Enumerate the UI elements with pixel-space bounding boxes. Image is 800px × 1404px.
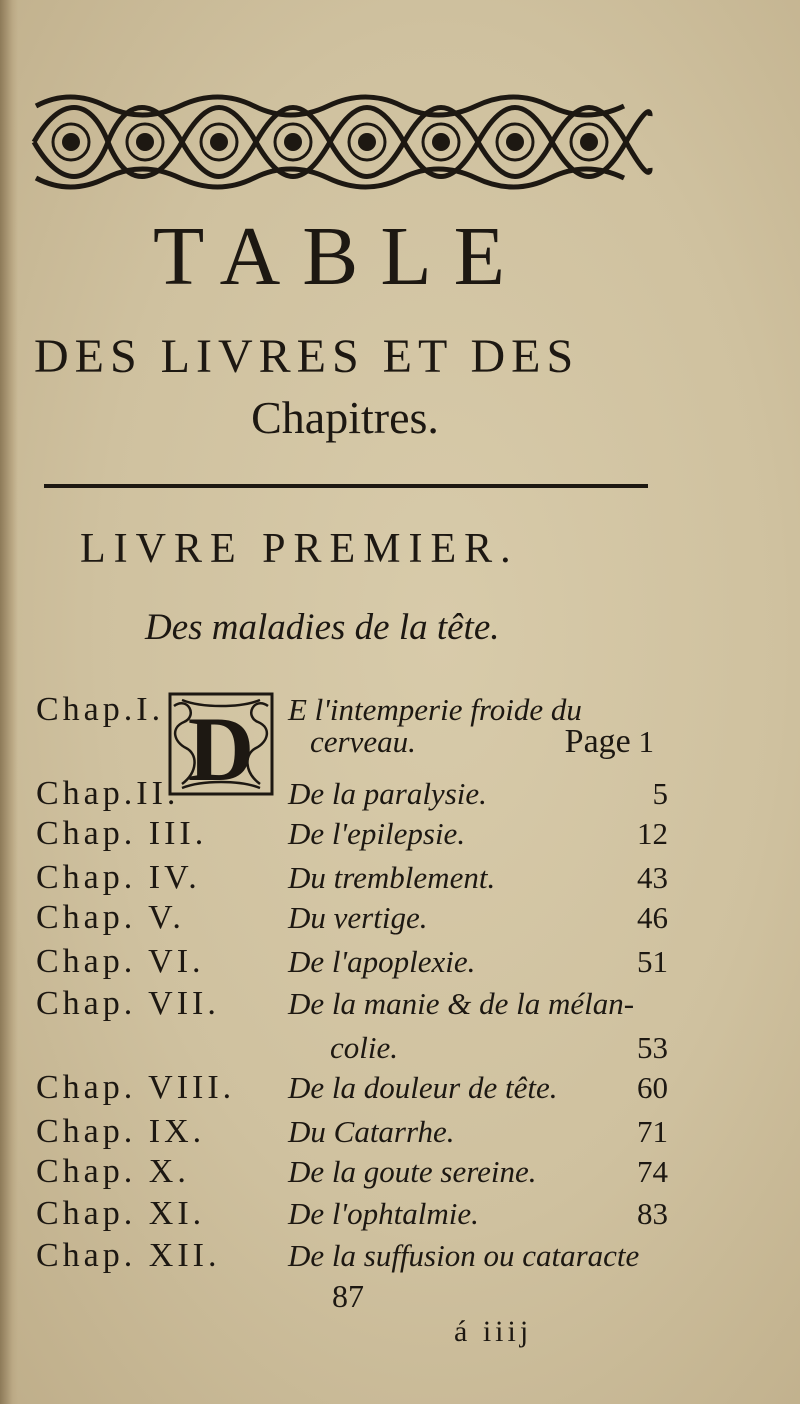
page-number: 74 — [637, 1154, 668, 1189]
chapter-number: Chap. V. — [36, 899, 185, 936]
page-number: 71 — [637, 1114, 668, 1149]
signature-mark: á iiij — [454, 1315, 533, 1348]
toc-entry-1-continued — [0, 720, 800, 780]
chapter-title: De la goute sereine. — [288, 1154, 537, 1189]
chapter-number: Chap. IV. — [36, 859, 201, 896]
page-title: TABLE — [153, 210, 527, 303]
page-number: 5 — [652, 776, 668, 811]
chapter-number: Chap. XII. — [36, 1237, 221, 1274]
page-number: 51 — [637, 944, 668, 979]
chapter-number: Chap. VIII. — [36, 1069, 236, 1106]
page-number: 1 — [638, 724, 654, 759]
chapter-title-continued: cerveau. — [310, 724, 416, 759]
chapter-number: Chap. VI. — [36, 943, 205, 980]
chapter-title: De la douleur de tête. — [288, 1070, 558, 1105]
chapter-number: Chap. III. — [36, 815, 208, 852]
chapter-number: Chap.I. — [36, 691, 165, 728]
page-number: 43 — [637, 860, 668, 895]
chapter-title: E l'intemperie froide du — [288, 692, 582, 727]
page-number: 53 — [637, 1030, 668, 1065]
subtitle-line-1: DES LIVRES ET DES — [34, 330, 580, 383]
page-number: 60 — [637, 1070, 668, 1105]
page-number: 83 — [637, 1196, 668, 1231]
chapter-title: De l'apoplexie. — [288, 944, 476, 979]
book-heading: LIVRE PREMIER. — [80, 526, 519, 572]
chapter-number: Chap. XI. — [36, 1195, 206, 1232]
chapter-number: Chap.II. — [36, 775, 180, 812]
subtitle-line-2: Chapitres. — [251, 392, 439, 443]
dropcap-letter: D — [187, 698, 255, 796]
page-number: 46 — [637, 900, 668, 935]
chapter-number: Chap. VII. — [36, 985, 220, 1022]
chapter-number: Chap. IX. — [36, 1113, 206, 1150]
chapter-title: Du vertige. — [288, 900, 428, 935]
chapter-title-continued: colie. — [330, 1030, 398, 1065]
continuation-page-number: 87 — [332, 1278, 364, 1314]
page-number: 12 — [637, 816, 668, 851]
chapter-title: De la suffusion ou cataracte — [288, 1238, 640, 1273]
chapter-title: Du Catarrhe. — [288, 1114, 455, 1149]
chapter-title: De la paralysie. — [288, 776, 487, 811]
toc-entry-12 — [0, 1234, 800, 1294]
horizontal-rule — [44, 484, 648, 488]
page-reference — [565, 720, 654, 764]
chapter-number: Chap. X. — [36, 1153, 190, 1190]
chapter-title: Du tremblement. — [288, 860, 496, 895]
book-subheading: Des maladies de la tête. — [145, 607, 500, 648]
chapter-title: De la manie & de la mélan- — [288, 986, 635, 1021]
ornament-headpiece — [30, 86, 654, 198]
chapter-title: De l'epilepsie. — [288, 816, 466, 851]
page-label: Page — [564, 723, 631, 760]
chapter-title: De l'ophtalmie. — [288, 1196, 479, 1231]
